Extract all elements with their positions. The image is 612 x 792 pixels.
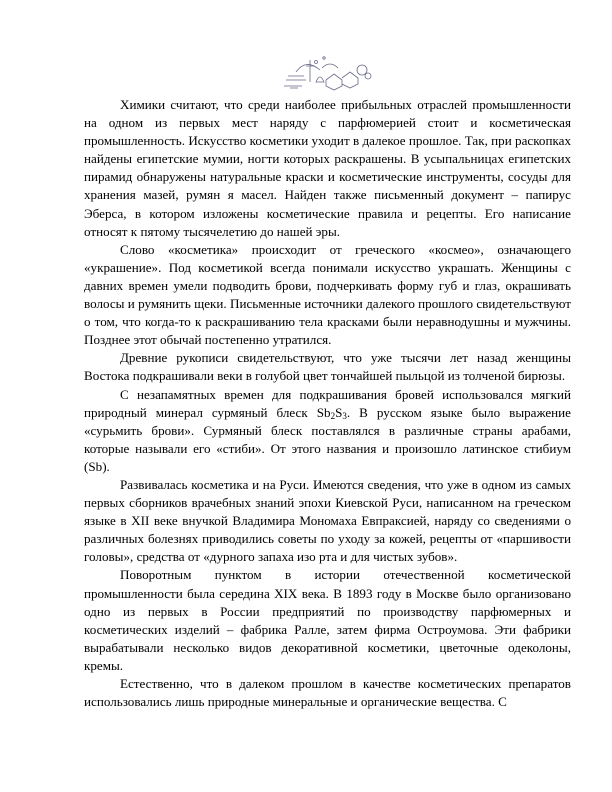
paragraph-4-text-after: . В русском языке было выражение «сурьмить брови». Сурмяный блеск поставлялся в различные страны арабами, которые называли его «стиби». От этого названия и произошло латинское стибиум (Sb). xyxy=(84,404,571,474)
paragraph-4-text-before: С незапамятных времен для подкрашивания бровей использовался мягкий природный минерал сурмяный блеск xyxy=(84,386,571,420)
formula-sb-subscript: 2 xyxy=(330,410,336,421)
decorative-chemistry-flask-icon xyxy=(276,52,376,92)
paragraph-5: Развивалась косметика и на Руси. Имеются сведения, что уже в одном из самых первых сборников врачебных знаний эпохи Киевской Руси, написанном на греческом языке в XII веке внучкой Владимира Мономаха Евпраксией, наряду со сведениями о различных болезнях приводились советы по уходу за кожей, рецепты от «паршивости головы», средства от «дурного запаха изо рта и для чистых зубов». xyxy=(84,476,571,565)
paragraph-3: Древние рукописи свидетельствуют, что уже тысячи лет назад женщины Востока подкрашивали веки в голубой цвет тончайшей пыльцой из толченой бирюзы. xyxy=(84,350,571,384)
paragraph-4 xyxy=(84,386,571,476)
paragraph-1: Химики считают, что среди наиболее прибыльных отраслей промышленности на одном из первых мест наряду с парфюмерией стоит и косметическая промышленность. Искусство косметики уходит в далекое прошлое. Так, при раскопках найдены египетские мумии, ногти которых раскрашены. В усыпальницах египетских пирамид обнаружены натуральные краски и косметические инструменты, сосуды для хранения мазей, румян я масел. Найден также письменный документ – папирус Эберса, в котором изложены косметические правила и рецепты. Его написание относят к пятому тысячелетию до нашей эры. xyxy=(84,97,571,239)
formula-s-subscript: 3 xyxy=(342,410,347,421)
paragraph-7: Естественно, что в далеком прошлом в качестве косметических препаратов использовались лишь природные минеральные и органические вещества. С xyxy=(84,676,571,710)
chemical-formula xyxy=(317,405,347,420)
formula-s: S xyxy=(335,404,343,420)
paragraph-6: Поворотным пунктом в истории отечественной косметической промышленности была середина XIX века. В 1893 году в Москве было организовано одно из первых в России предприятий по производству парфюмерных и косметических изделий – фабрика Ралле, затем фирма Остроумова. Эти фабрики вырабатывали несколько видов декоративной косметики, цветочные одеколоны, кремы. xyxy=(84,567,571,673)
formula-sb: Sb xyxy=(316,404,331,420)
paragraph-2: Слово «косметика» происходит от греческого «космео», означающего «украшение». Под косметикой всегда понимали искусство украшать. Женщины с давних времен умели подводить брови, подчеркивать форму губ и глаз, окрашивать волосы и румянить щеки. Письменные источники далекого прошлого свидетельствуют о том, что когда-то к раскрашиванию тела красками были неравнодушны и мужчины. Позднее этот обычай постепенно утратился. xyxy=(84,241,571,348)
article-body xyxy=(84,96,571,711)
